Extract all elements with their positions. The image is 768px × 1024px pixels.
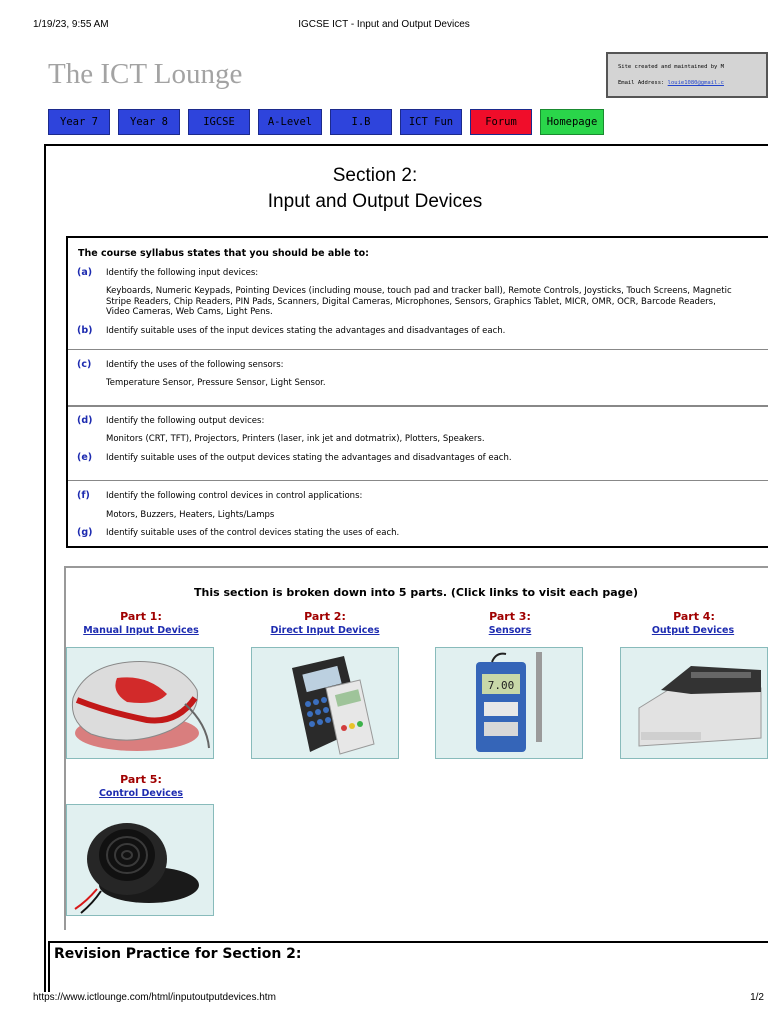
site-info-email-label: Email Address:	[618, 80, 665, 86]
part-2-label: Part 2:	[304, 610, 346, 623]
syllabus-divider	[68, 349, 768, 350]
part-1-image-computer-mouse[interactable]	[66, 647, 214, 759]
buzzer-icon	[67, 805, 213, 915]
sensor-reading: 7.00	[487, 679, 515, 692]
print-footer	[0, 992, 768, 1012]
nav-year-8-button[interactable]: Year 8	[118, 109, 180, 135]
print-page-number: 1/2	[750, 992, 764, 1003]
site-info-maintainer: Site created and maintained by M	[618, 64, 724, 70]
part-1-label: Part 1:	[120, 610, 162, 623]
site-info-email-link[interactable]: louie1080@gmail.c	[667, 80, 724, 86]
syllabus-detail-a: Keyboards, Numeric Keypads, Pointing Devices (including mouse, touch pad and tracker ball), Remote Controls, Joysticks, Touch Screens, Magnetic Stripe Readers, Chip Readers, PIN Pads, Scanners, Digital Cameras, Microphones, Sensors, Graphics Tablet, MICR, OMR, OCR, Barcode Readers, Video Cameras, Web Cams, Light Pens.	[106, 286, 732, 317]
section-title	[0, 163, 750, 215]
syllabus-item-a: Identify the following input devices:	[106, 268, 259, 278]
part-3-link[interactable]: Sensors	[488, 625, 532, 636]
site-info-email-row	[618, 80, 724, 86]
part-3-image-sensor-meter[interactable]	[435, 647, 583, 759]
computer-mouse-icon	[67, 648, 213, 758]
part-5-image-buzzer[interactable]	[66, 804, 214, 916]
syllabus-letter-g: (g)	[77, 527, 93, 538]
syllabus-item-e: Identify suitable uses of the output devices stating the advantages and disadvantages of each.	[106, 453, 512, 463]
syllabus-letter-e: (e)	[77, 452, 93, 463]
nav-ib-button[interactable]: I.B	[330, 109, 392, 135]
pin-pad-icon	[252, 648, 398, 758]
site-info-box	[606, 52, 768, 98]
nav-igcse-button[interactable]: IGCSE	[188, 109, 250, 135]
nav-a-level-button[interactable]: A-Level	[258, 109, 322, 135]
syllabus-letter-d: (d)	[77, 415, 93, 426]
part-2-image-chip-and-pin-reader[interactable]	[251, 647, 399, 759]
nav-forum-button[interactable]: Forum	[470, 109, 532, 135]
syllabus-detail-c: Temperature Sensor, Pressure Sensor, Light Sensor.	[106, 378, 326, 388]
part-1-link[interactable]: Manual Input Devices	[83, 625, 199, 636]
syllabus-letter-a: (a)	[77, 267, 93, 278]
section-name: Input and Output Devices	[267, 191, 483, 212]
part-4-link[interactable]: Output Devices	[651, 625, 735, 636]
nav-homepage-button[interactable]: Homepage	[540, 109, 604, 135]
print-datetime: 1/19/23, 9:55 AM	[33, 19, 109, 30]
syllabus-detail-d: Monitors (CRT, TFT), Projectors, Printers (laser, ink jet and dotmatrix), Plotters, Speakers.	[106, 434, 485, 444]
syllabus-item-d: Identify the following output devices:	[106, 416, 265, 426]
syllabus-item-c: Identify the uses of the following sensors:	[106, 360, 284, 370]
part-2-link[interactable]: Direct Input Devices	[270, 625, 380, 636]
parts-intro: This section is broken down into 5 parts. (Click links to visit each page)	[193, 586, 638, 599]
sensor-meter-icon	[436, 648, 582, 758]
syllabus-letter-b: (b)	[77, 325, 93, 336]
syllabus-divider	[68, 480, 768, 481]
print-header	[0, 0, 768, 40]
syllabus-item-g: Identify suitable uses of the control devices stating the uses of each.	[106, 528, 400, 538]
part-5-link[interactable]: Control Devices	[98, 788, 184, 799]
part-4-label: Part 4:	[673, 610, 715, 623]
print-url: https://www.ictlounge.com/html/inputoutputdevices.htm	[33, 992, 276, 1003]
syllabus-letter-c: (c)	[77, 359, 92, 370]
print-doc-title: IGCSE ICT - Input and Output Devices	[298, 19, 470, 30]
part-3-label: Part 3:	[489, 610, 531, 623]
part-4-image-dot-matrix-printer[interactable]	[620, 647, 768, 759]
printer-icon	[621, 648, 767, 758]
site-title: The ICT Lounge	[48, 58, 243, 90]
syllabus-intro: The course syllabus states that you should be able to:	[78, 248, 369, 259]
syllabus-letter-f: (f)	[77, 490, 90, 501]
syllabus-divider	[68, 405, 768, 407]
nav-ict-fun-button[interactable]: ICT Fun	[400, 109, 462, 135]
section-number: Section 2:	[332, 165, 418, 186]
revision-title: Revision Practice for Section 2:	[54, 946, 302, 962]
part-5-label: Part 5:	[120, 773, 162, 786]
syllabus-item-b: Identify suitable uses of the input devices stating the advantages and disadvantages of each.	[106, 326, 506, 336]
syllabus-item-f: Identify the following control devices in control applications:	[106, 491, 363, 501]
syllabus-detail-f: Motors, Buzzers, Heaters, Lights/Lamps	[106, 510, 275, 520]
nav-year-7-button[interactable]: Year 7	[48, 109, 110, 135]
